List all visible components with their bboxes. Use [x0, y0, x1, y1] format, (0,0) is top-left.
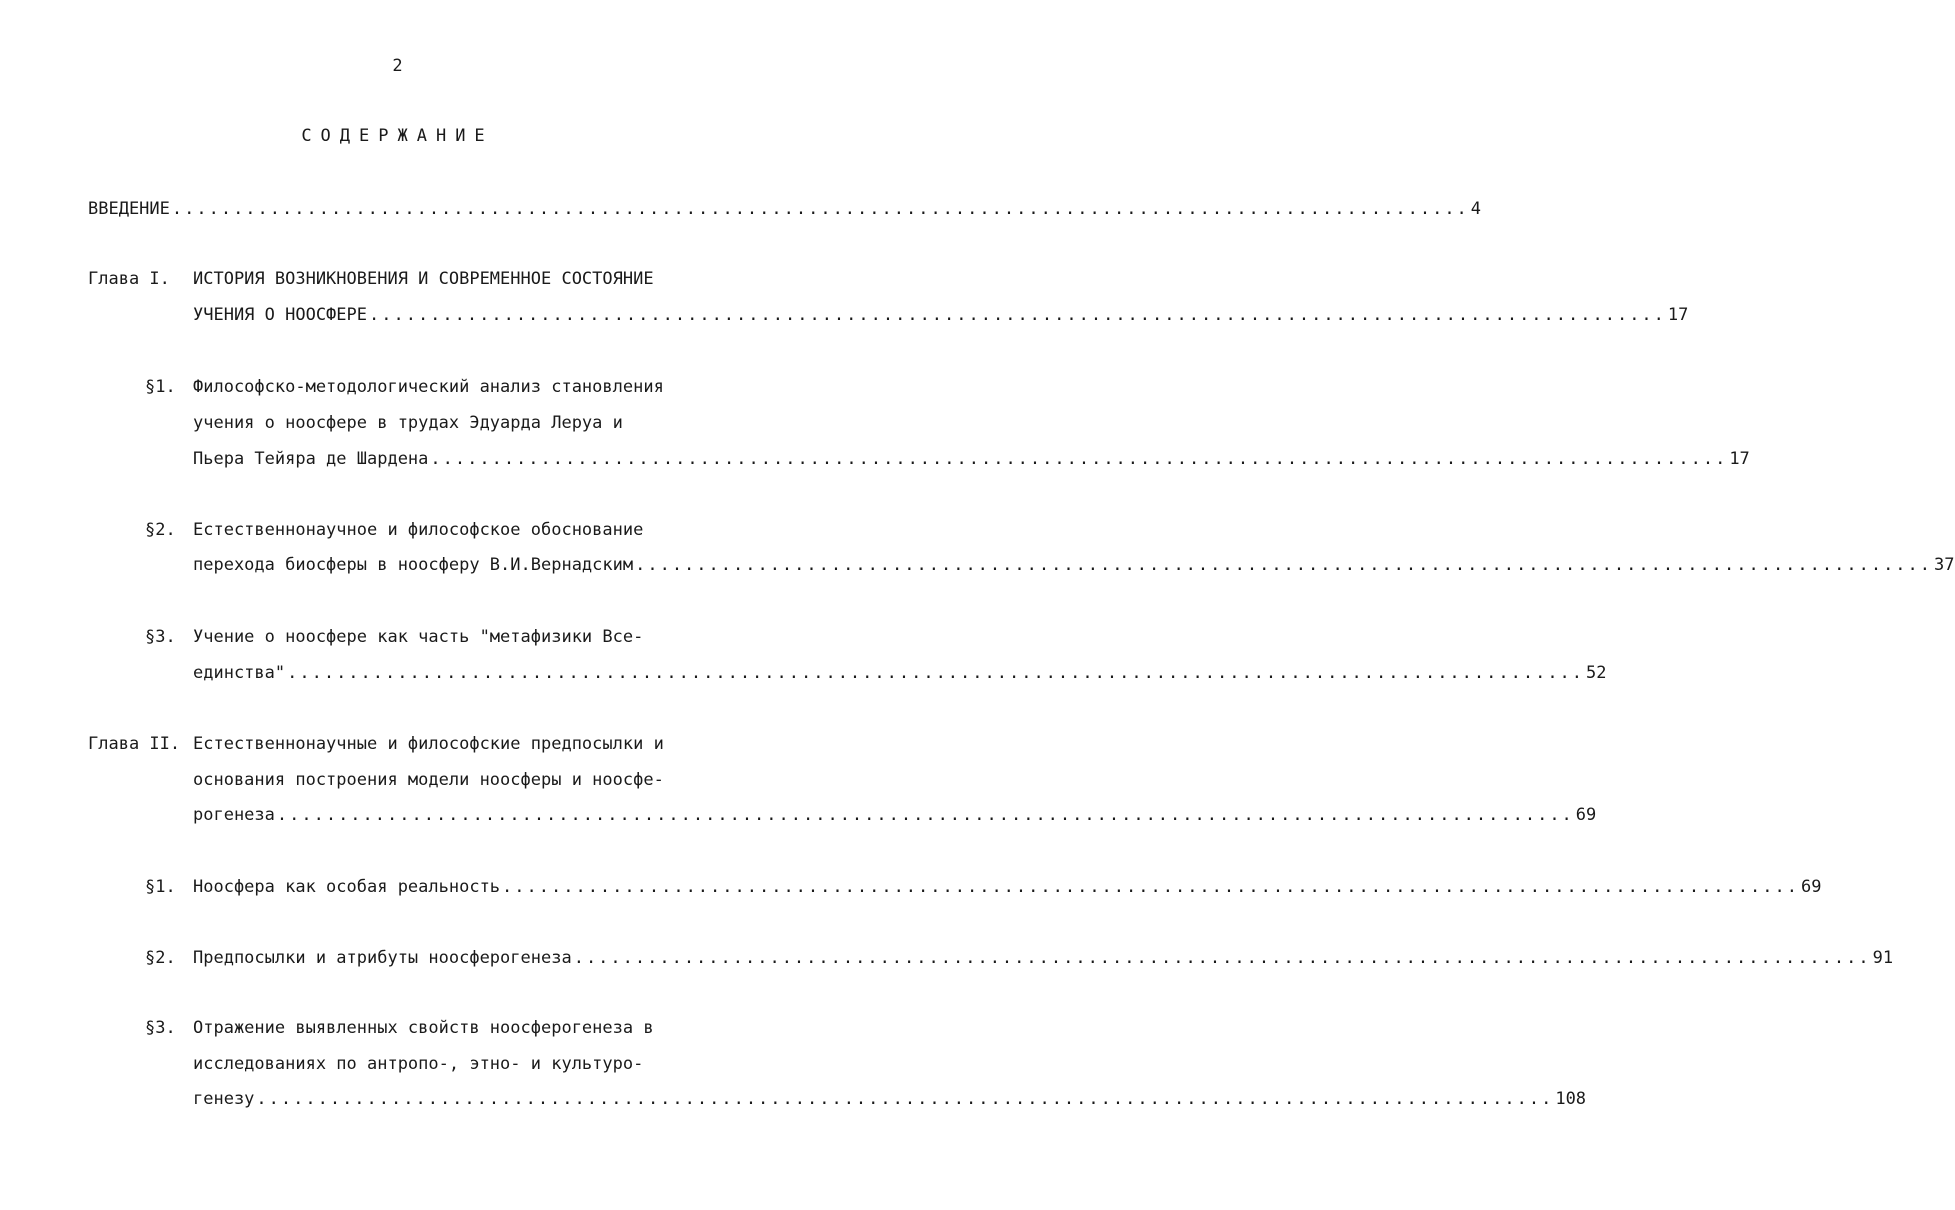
toc-entry-ch1-s3[interactable]	[193, 662, 1607, 684]
section-number: §2.	[145, 948, 176, 968]
chapter-label: Глава I.	[88, 269, 170, 289]
chapter-label: Глава II.	[88, 734, 181, 754]
section-number: §1.	[145, 877, 176, 897]
toc-page-number: 91	[1872, 948, 1894, 968]
dot-leader: ..........................................................................................................	[171, 199, 1469, 219]
section-title-line: единства"	[193, 663, 286, 683]
section-title-line: Учение о ноосфере как часть "метафизики Все-	[193, 627, 644, 647]
section-number: §1.	[145, 377, 176, 397]
dot-leader: ..........................................................................................................	[287, 663, 1585, 683]
section-number: §3.	[145, 1018, 176, 1038]
dot-leader: ..........................................................................................................	[369, 305, 1666, 325]
page-number: 2	[392, 56, 403, 76]
toc-entry-ch1-s1[interactable]	[193, 448, 1750, 470]
toc-entry-ch2-s2[interactable]	[193, 947, 1894, 969]
section-title-line: перехода биосферы в ноосферу В.И.Вернадским	[193, 555, 634, 575]
chapter-title-line: основания построения модели ноосферы и ноосфе-	[193, 770, 664, 790]
section-number: §2.	[145, 520, 176, 540]
chapter-title-line: Естественнонаучные и философские предпосылки и	[193, 734, 664, 754]
chapter-title-line: УЧЕНИЯ О НООСФЕРЕ	[193, 305, 367, 325]
toc-entry-chapter1[interactable]	[193, 304, 1689, 326]
toc-entry-chapter2[interactable]	[193, 804, 1597, 826]
section-title-line: исследованиях по антропо-, этно- и культуро-	[193, 1054, 644, 1074]
chapter-title-line: ИСТОРИЯ ВОЗНИКНОВЕНИЯ И СОВРЕМЕННОЕ СОСТОЯНИЕ	[193, 269, 654, 289]
toc-page-number: 69	[1800, 877, 1822, 897]
toc-page-number: 52	[1586, 663, 1607, 683]
section-title-line: учения о ноосфере в трудах Эдуарда Леруа и	[193, 413, 623, 433]
section-title-line: Отражение выявленных свойств ноосферогенеза в	[193, 1018, 654, 1038]
toc-entry-ch1-s2[interactable]	[193, 554, 1955, 576]
section-title-line: Предпосылки и атрибуты ноосферогенеза	[193, 948, 572, 968]
toc-page-number: 69	[1575, 805, 1597, 825]
dot-leader: ..........................................................................................................	[256, 1089, 1554, 1109]
toc-entry-intro[interactable]	[88, 198, 1482, 220]
section-title-line: Естественнонаучное и философское обоснование	[193, 520, 644, 540]
section-title-line: Философско-методологический анализ становления	[193, 377, 664, 397]
toc-page-number: 37	[1934, 555, 1955, 575]
toc-entry-text: ВВЕДЕНИЕ	[88, 199, 170, 219]
section-number: §3.	[145, 627, 176, 647]
page-title: СОДЕРЖАНИЕ	[301, 126, 494, 146]
dot-leader: ..........................................................................................................	[430, 449, 1728, 469]
dot-leader: ..........................................................................................................	[276, 805, 1574, 825]
dot-leader: ..........................................................................................................	[635, 555, 1933, 575]
chapter-title-line: рогенеза	[193, 805, 275, 825]
dot-leader: ..........................................................................................................	[502, 877, 1799, 897]
toc-page-number: 17	[1729, 449, 1750, 469]
dot-leader: ..........................................................................................................	[573, 948, 1871, 968]
toc-entry-ch2-s3[interactable]	[193, 1088, 1587, 1110]
toc-page-number: 108	[1555, 1089, 1587, 1109]
toc-entry-ch2-s1[interactable]	[193, 876, 1822, 898]
section-title-line: генезу	[193, 1089, 255, 1109]
toc-page-number: 17	[1667, 305, 1689, 325]
toc-page-number: 4	[1470, 199, 1482, 219]
section-title-line: Ноосфера как особая реальность	[193, 877, 501, 897]
section-title-line: Пьера Тейяра де Шардена	[193, 449, 429, 469]
